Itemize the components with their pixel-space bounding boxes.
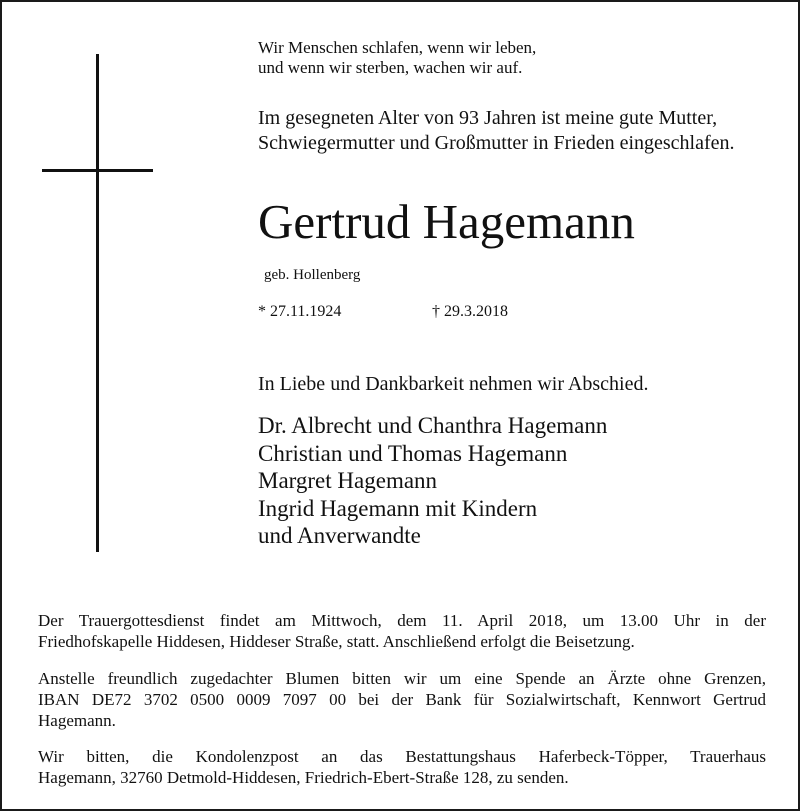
farewell-line: In Liebe und Dankbarkeit nehmen wir Abschied. bbox=[258, 373, 649, 395]
notice-line: Der Trauergottesdienst findet am Mittwoch, dem 11. April 2018, um 13.00 Uhr in der bbox=[38, 611, 766, 630]
maiden-name: geb. Hollenberg bbox=[264, 267, 361, 283]
service-notice bbox=[38, 610, 766, 652]
notice-line: IBAN DE72 3702 0500 0009 7097 00 bei der Bank für Sozialwirtschaft, Kennwort Gertrud bbox=[38, 690, 766, 709]
motto-line: und wenn wir sterben, wachen wir auf. bbox=[258, 58, 523, 77]
cross-icon-horizontal-bar bbox=[42, 169, 153, 172]
deceased-name: Gertrud Hagemann bbox=[258, 194, 635, 249]
notice-line: Anstelle freundlich zugedachter Blumen bitten wir um eine Spende an Ärzte ohne Grenzen, bbox=[38, 669, 766, 688]
mourner-entry: Dr. Albrecht und Chanthra Hagemann bbox=[258, 413, 608, 438]
notice-line: Friedhofskapelle Hiddesen, Hiddeser Straße, statt. Anschließend erfolgt die Beisetzung. bbox=[38, 632, 635, 651]
cross-icon-vertical-bar bbox=[96, 54, 99, 552]
mourner-entry: Christian und Thomas Hagemann bbox=[258, 440, 568, 466]
notice-line: Hagemann, 32760 Detmold-Hiddesen, Friedrich-Ebert-Straße 128, zu senden. bbox=[38, 768, 569, 787]
notice-line: Hagemann. bbox=[38, 711, 116, 730]
notice-line: Wir bitten, die Kondolenzpost an das Bestattungshaus Haferbeck-Töpper, Trauerhaus bbox=[38, 747, 766, 766]
mourner-entry: Ingrid Hagemann mit Kindern bbox=[258, 495, 538, 521]
intro-line: Im gesegneten Alter von 93 Jahren ist meine gute Mutter, bbox=[258, 107, 718, 129]
intro-text bbox=[258, 106, 735, 156]
mourners-list bbox=[258, 412, 607, 550]
death-date: † 29.3.2018 bbox=[432, 303, 508, 320]
birth-date: * 27.11.1924 bbox=[258, 303, 342, 320]
condolences-notice bbox=[38, 746, 766, 788]
donation-notice bbox=[38, 668, 766, 731]
mourner-entry: Margret Hagemann bbox=[258, 468, 438, 493]
mourner-entry: und Anverwandte bbox=[258, 523, 421, 548]
motto-quote bbox=[258, 38, 536, 78]
motto-line: Wir Menschen schlafen, wenn wir leben, bbox=[258, 38, 537, 57]
intro-line: Schwiegermutter und Großmutter in Frieden eingeschlafen. bbox=[258, 132, 735, 154]
